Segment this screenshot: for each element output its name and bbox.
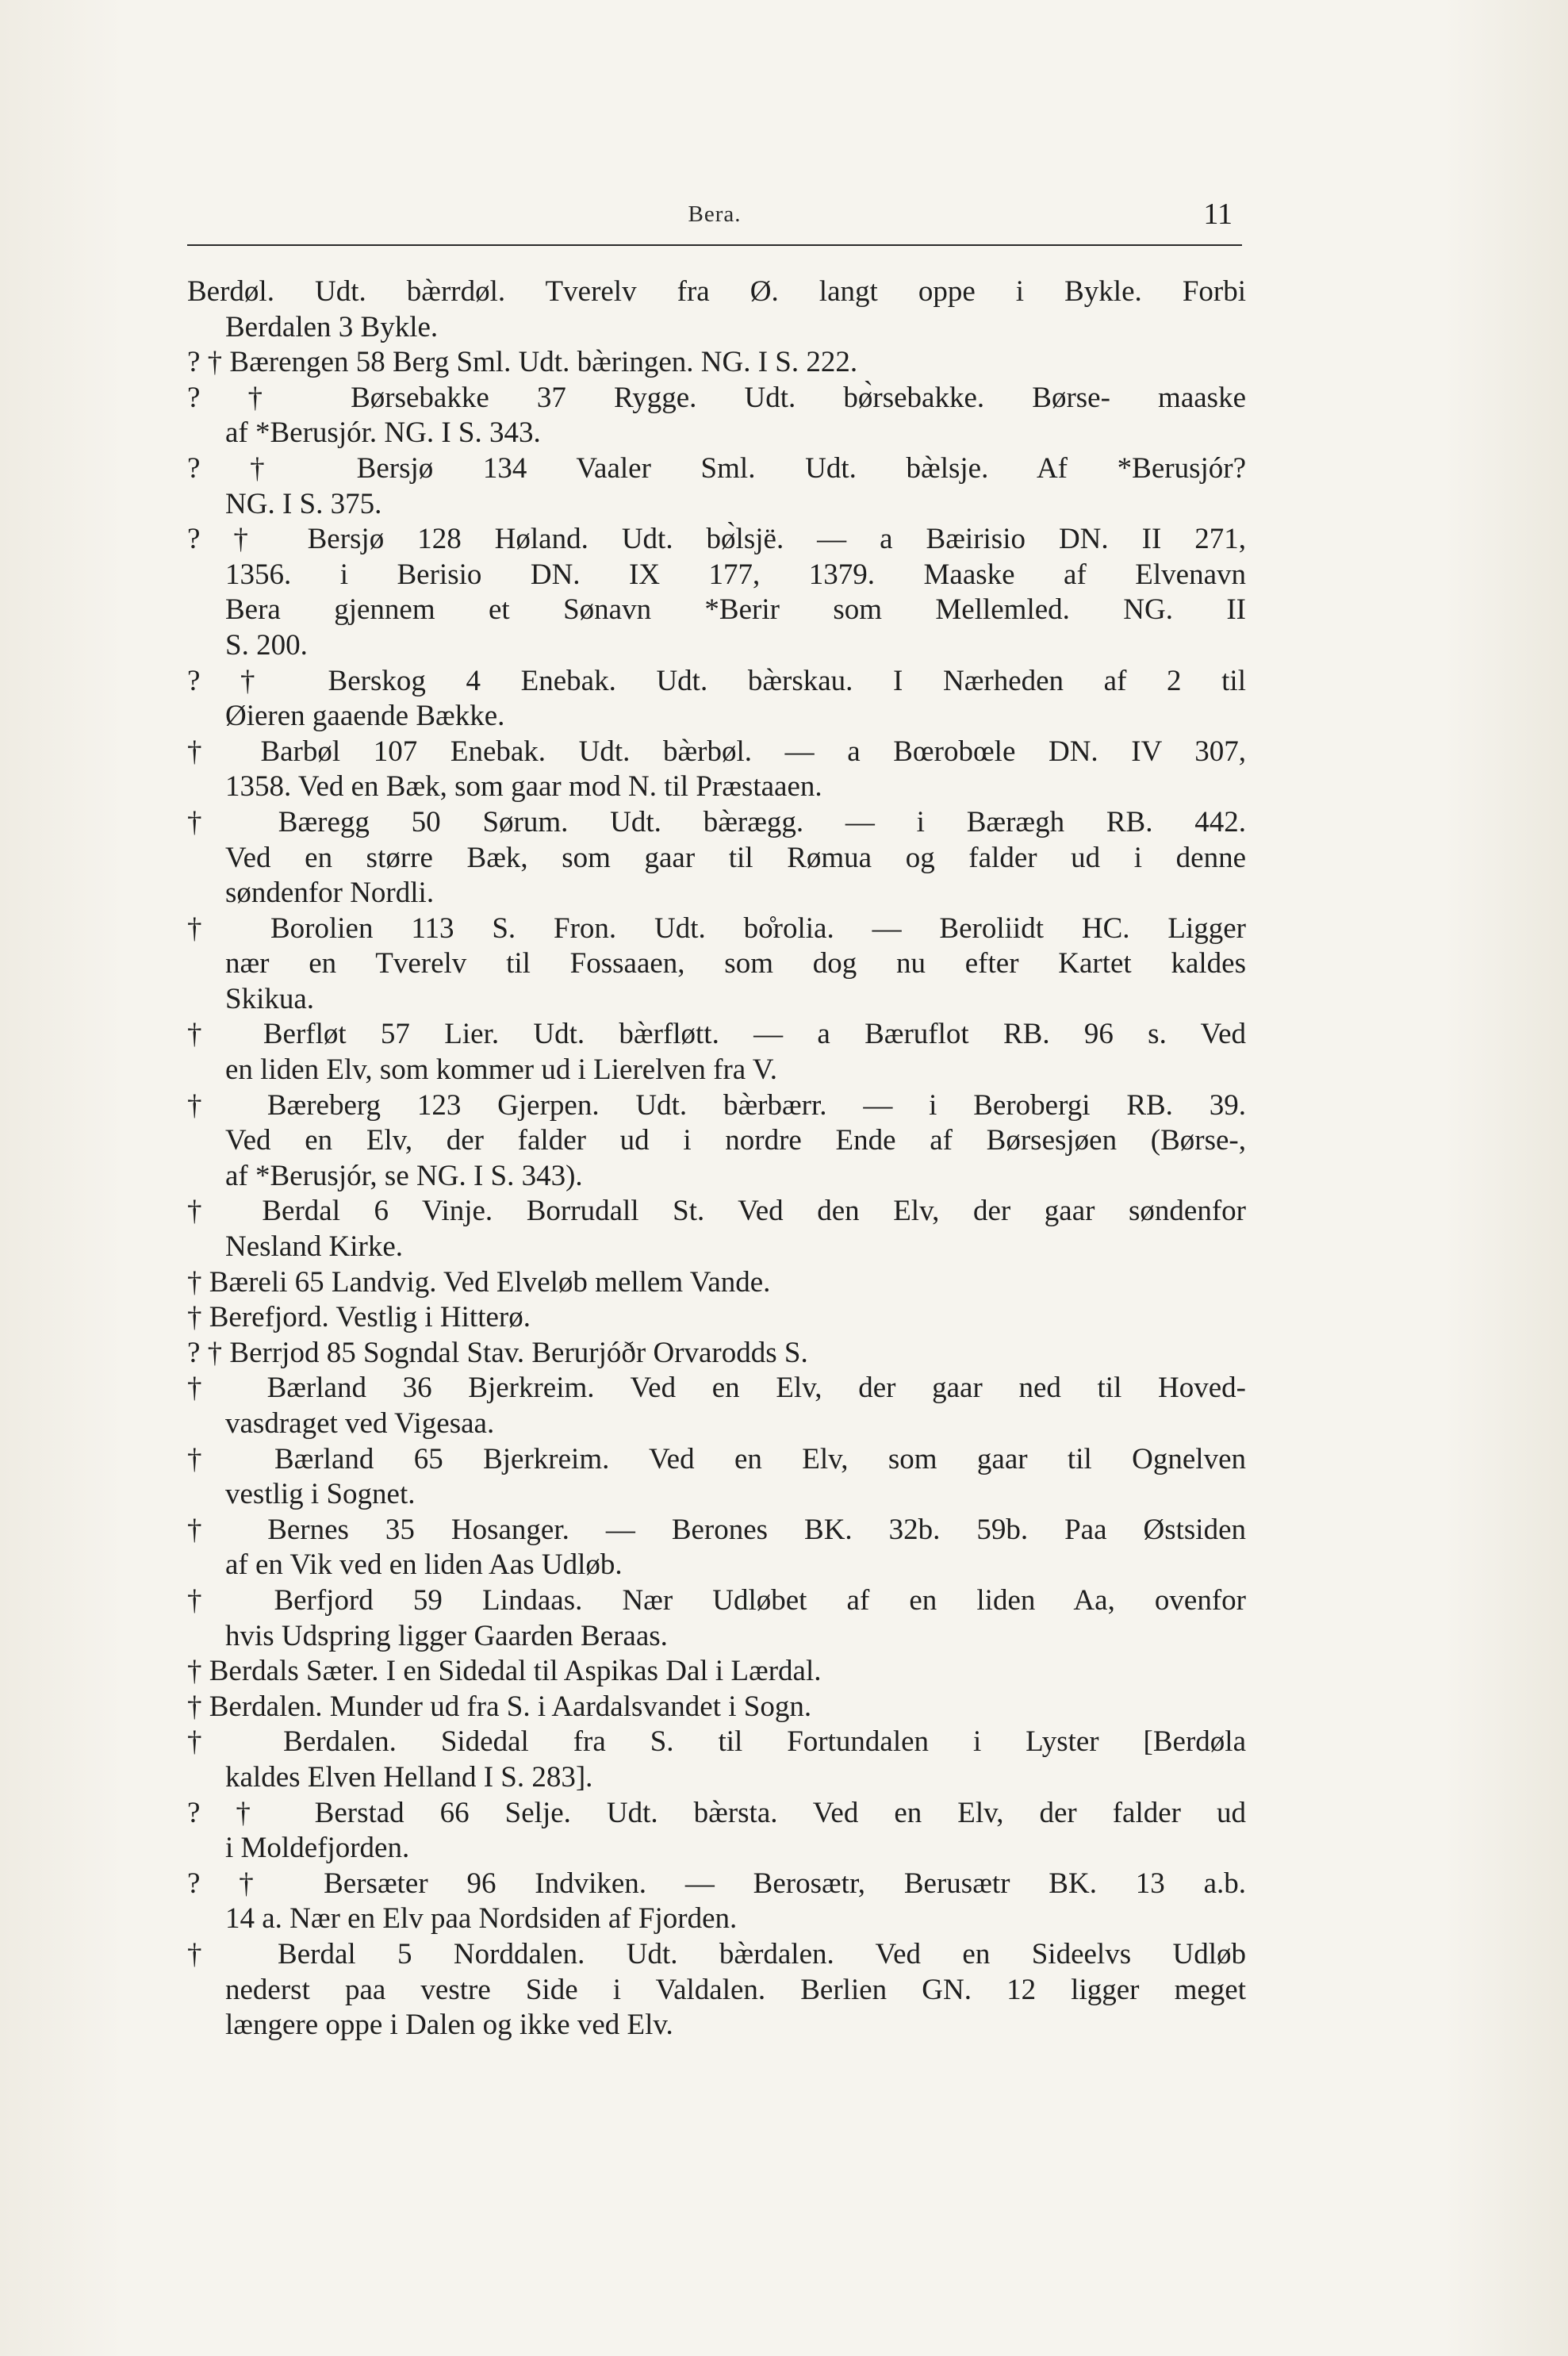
entry-first-line: † Bæreberg 123 Gjerpen. Udt. bæ̀rbærr. — i Berobergi RB. 39. xyxy=(187,1088,1246,1122)
entry-continuation-line: Skikua. xyxy=(225,982,315,1015)
dictionary-entry xyxy=(187,522,1246,663)
entry-continuation-line: søndenfor Nordli. xyxy=(225,877,435,910)
entry-continuation-line: vestlig i Sognet. xyxy=(225,1478,416,1511)
entry-first-line: † Bæregg 50 Sørum. Udt. bæ̀rægg. — i Bærægh RB. 442. xyxy=(187,805,1246,838)
dictionary-entry xyxy=(187,1194,1246,1264)
entry-first-line: † Berfjord 59 Lindaas. Nær Udløbet af en liden Aa, ovenfor xyxy=(187,1583,1246,1617)
entry-first-line: ? † Bersjø 128 Høland. Udt. bø̀lsjë. — a Bæirisio DN. II 271, xyxy=(187,523,1246,556)
dictionary-entry xyxy=(187,1442,1246,1513)
dictionary-entry xyxy=(187,911,1246,1018)
dictionary-entry xyxy=(187,1017,1246,1088)
entry-first-line: ? † Berskog 4 Enebak. Udt. bæ̀rskau. I Nærheden af 2 til xyxy=(187,664,1246,697)
dictionary-entry xyxy=(187,1725,1246,1795)
entry-continuation-line: 14 a. Nær en Elv paa Nordsiden af Fjorden. xyxy=(225,1902,738,1936)
entry-first-line: ? † Berrjod 85 Sogndal Stav. Berurjóðr Orvarodds S. xyxy=(187,1336,808,1369)
entry-first-line: † Bernes 35 Hosanger. — Berones BK. 32b. 59b. Paa Østsiden xyxy=(187,1513,1246,1546)
entry-continuation-line: af en Vik ved en liden Aas Udløb. xyxy=(225,1548,623,1582)
entry-first-line: ? † Bersæter 96 Indviken. — Berosætr, Berusætr BK. 13 a.b. xyxy=(187,1867,1246,1900)
dictionary-entry xyxy=(187,735,1246,805)
entry-continuation-line: Øieren gaaende Bække. xyxy=(225,700,505,733)
dictionary-entry xyxy=(187,1937,1246,2043)
entry-continuation-line: Nesland Kirke. xyxy=(225,1230,403,1264)
entry-first-line: † Borolien 113 S. Fron. Udt. bo̊rolia. — Beroliidt HC. Ligger xyxy=(187,911,1246,945)
entry-list xyxy=(187,274,1246,2043)
dictionary-entry xyxy=(187,1654,1246,1690)
page-number: 11 xyxy=(1203,198,1233,231)
entry-first-line: † Bærland 36 Bjerkreim. Ved en Elv, der gaar ned til Hoved- xyxy=(187,1372,1246,1405)
dictionary-entry xyxy=(187,1513,1246,1583)
dictionary-entry xyxy=(187,1796,1246,1867)
entry-continuation-line: Ved en Elv, der falder ud i nordre Ende af Børsesjøen (Børse-, xyxy=(225,1124,1246,1157)
entry-continuation-line: 1358. Ved en Bæk, som gaar mod N. til Præstaaen. xyxy=(225,770,822,804)
entry-continuation-line: af *Berusjór. NG. I S. 343. xyxy=(225,416,541,450)
entry-first-line: † Berdals Sæter. I en Sidedal til Aspikas Dal i Lærdal. xyxy=(187,1655,822,1688)
entry-first-line: † Berdalen. Sidedal fra S. til Fortundalen i Lyster [Berdøla xyxy=(187,1725,1246,1759)
entry-first-line: ? † Bærengen 58 Berg Sml. Udt. bæ̀ringen. NG. I S. 222. xyxy=(187,346,858,379)
dictionary-entry xyxy=(187,1088,1246,1195)
entry-first-line: Berdøl. Udt. bæ̀rrdøl. Tverelv fra Ø. langt oppe i Bykle. Forbi xyxy=(187,275,1246,308)
entry-first-line: ? † Børsebakke 37 Rygge. Udt. bø̀rsebakke. Børse- maaske xyxy=(187,381,1246,414)
entry-continuation-line: af *Berusjór, se NG. I S. 343). xyxy=(225,1159,583,1192)
dictionary-entry xyxy=(187,805,1246,911)
dictionary-entry xyxy=(187,345,1246,381)
dictionary-entry xyxy=(187,1583,1246,1654)
dictionary-entry xyxy=(187,274,1246,345)
entry-continuation-line: i Moldefjorden. xyxy=(225,1832,410,1865)
entry-continuation-line: længere oppe i Dalen og ikke ved Elv. xyxy=(225,2009,673,2042)
entry-continuation-line: nær en Tverelv til Fossaaen, som dog nu efter Kartet kaldes xyxy=(225,947,1246,980)
entry-continuation-line: nederst paa vestre Side i Valdalen. Berlien GN. 12 ligger meget xyxy=(225,1973,1246,2006)
dictionary-entry xyxy=(187,381,1246,451)
entry-continuation-line: hvis Udspring ligger Gaarden Beraas. xyxy=(225,1619,668,1652)
page-header xyxy=(187,197,1242,246)
dictionary-entry xyxy=(187,1690,1246,1725)
entry-first-line: † Berdalen. Munder ud fra S. i Aardalsvandet i Sogn. xyxy=(187,1690,812,1723)
entry-continuation-line: kaldes Elven Helland I S. 283]. xyxy=(225,1760,593,1794)
entry-first-line: † Bæreli 65 Landvig. Ved Elveløb mellem Vande. xyxy=(187,1265,771,1299)
dictionary-entry xyxy=(187,451,1246,522)
entry-continuation-line: en liden Elv, som kommer ud i Lierelven fra V. xyxy=(225,1053,777,1087)
entry-continuation-line: Ved en større Bæk, som gaar til Rømua og falder ud i denne xyxy=(225,841,1246,874)
dictionary-entry xyxy=(187,1867,1246,1937)
dictionary-entry xyxy=(187,1265,1246,1301)
entry-first-line: † Barbøl 107 Enebak. Udt. bæ̀rbøl. — a Bœrobœle DN. IV 307, xyxy=(187,735,1246,768)
entry-first-line: † Bærland 65 Bjerkreim. Ved en Elv, som gaar til Ognelven xyxy=(187,1442,1246,1475)
entry-continuation-line: S. 200. xyxy=(225,628,308,662)
entry-first-line: ? † Bersjø 134 Vaaler Sml. Udt. bæ̀lsje. Af *Berusjór? xyxy=(187,451,1246,485)
entry-continuation-line: NG. I S. 375. xyxy=(225,487,382,520)
entry-continuation-line: Berdalen 3 Bykle. xyxy=(225,310,439,343)
entry-first-line: † Berfløt 57 Lier. Udt. bæ̀rfløtt. — a Bæruflot RB. 96 s. Ved xyxy=(187,1018,1246,1051)
dictionary-entry xyxy=(187,664,1246,735)
dictionary-entry xyxy=(187,1371,1246,1441)
entry-first-line: † Berdal 5 Norddalen. Udt. bæ̀rdalen. Ved en Sideelvs Udløb xyxy=(187,1937,1246,1970)
dictionary-entry xyxy=(187,1300,1246,1336)
entry-continuation-line: vasdraget ved Vigesaa. xyxy=(225,1407,495,1440)
running-title: Bera. xyxy=(688,201,742,227)
entry-first-line: † Berdal 6 Vinje. Borrudall St. Ved den Elv, der gaar søndenfor xyxy=(187,1195,1246,1228)
entry-first-line: † Berefjord. Vestlig i Hitterø. xyxy=(187,1301,531,1334)
entry-continuation-line: Bera gjennem et Sønavn *Berir som Mellemled. NG. II xyxy=(225,593,1246,627)
entry-first-line: ? † Berstad 66 Selje. Udt. bæ̀rsta. Ved en Elv, der falder ud xyxy=(187,1796,1246,1829)
entry-continuation-line: 1356. i Berisio DN. IX 177, 1379. Maaske af Elvenavn xyxy=(225,558,1246,591)
dictionary-entry xyxy=(187,1336,1246,1372)
